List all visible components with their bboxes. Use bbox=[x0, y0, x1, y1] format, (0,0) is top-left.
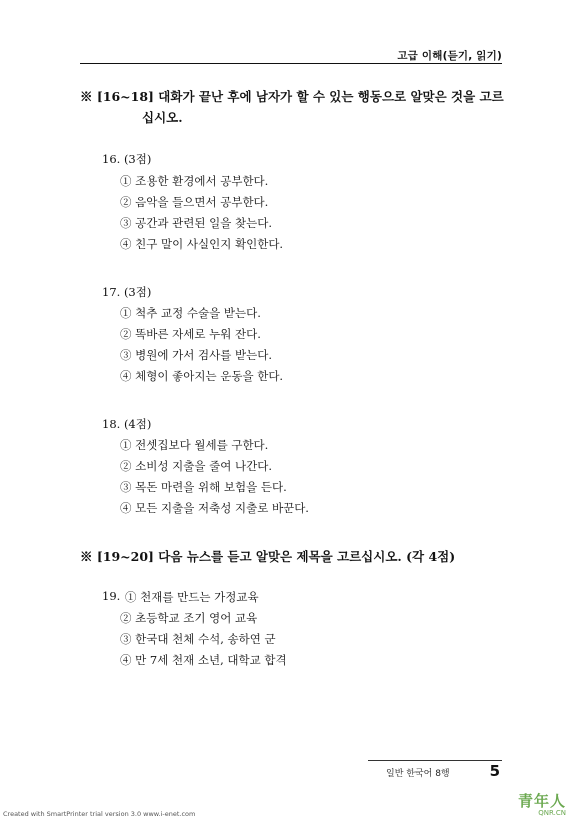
question-16-option-4: ④ 친구 말이 사실인지 확인한다. bbox=[120, 237, 284, 251]
footer-rule bbox=[368, 760, 502, 761]
question-19-option-3: ③ 한국대 천체 수석, 송하연 군 bbox=[120, 632, 276, 646]
question-19-option-4: ④ 만 7세 천재 소년, 대학교 합격 bbox=[120, 653, 287, 667]
question-19-option-1: ① 천재를 만드는 가정교육 bbox=[125, 590, 259, 604]
page-number: 5 bbox=[489, 762, 500, 780]
question-19-label: 19. bbox=[102, 589, 121, 603]
question-18-label: 18. (4점) bbox=[102, 417, 152, 431]
question-18-option-4: ④ 모든 지출을 저축성 지출로 바꾼다. bbox=[120, 501, 309, 515]
question-16-option-1: ① 조용한 환경에서 공부한다. bbox=[120, 174, 269, 188]
question-18-option-3: ③ 목돈 마련을 위해 보험을 든다. bbox=[120, 480, 287, 494]
watermark-logo: 青年人 bbox=[517, 792, 566, 810]
question-16-option-2: ② 음악을 들으면서 공부한다. bbox=[120, 195, 269, 209]
question-18-option-1: ① 전셋집보다 월세를 구한다. bbox=[120, 438, 269, 452]
created-note: Created with SmartPrinter trial version 3.0 www.i-enet.com bbox=[3, 810, 196, 818]
question-17-option-1: ① 척추 교정 수술을 받는다. bbox=[120, 306, 261, 320]
question-18-option-2: ② 소비성 지출을 줄여 나간다. bbox=[120, 459, 272, 473]
question-17-option-2: ② 똑바른 자세로 누워 잔다. bbox=[120, 327, 261, 341]
question-17-label: 17. (3점) bbox=[102, 285, 152, 299]
header-title: 고급 이해(듣기, 읽기) bbox=[397, 50, 502, 62]
question-16-option-3: ③ 공간과 관련된 일을 찾는다. bbox=[120, 216, 272, 230]
question-19-option-2: ② 초등학교 조기 영어 교육 bbox=[120, 611, 258, 625]
question-16-label: 16. (3점) bbox=[102, 152, 152, 166]
watermark-url: QNR.CN bbox=[538, 809, 566, 817]
header-rule bbox=[80, 63, 502, 64]
section-instruction-16-18: ※ [16~18] 대화가 끝난 후에 남자가 할 수 있는 행동으로 알맞은 것을 고르 bbox=[80, 89, 504, 104]
question-17-option-4: ④ 체형이 좋아지는 운동을 한다. bbox=[120, 369, 284, 383]
question-17-option-3: ③ 병원에 가서 검사를 받는다. bbox=[120, 348, 272, 362]
section-instruction-19-20: ※ [19~20] 다음 뉴스를 듣고 알맞은 제목을 고르십시오. (각 4점) bbox=[80, 549, 456, 564]
footer-text: 일반 한국어 8행 bbox=[386, 769, 450, 779]
section-instruction-16-18-cont: 십시오. bbox=[142, 110, 183, 125]
